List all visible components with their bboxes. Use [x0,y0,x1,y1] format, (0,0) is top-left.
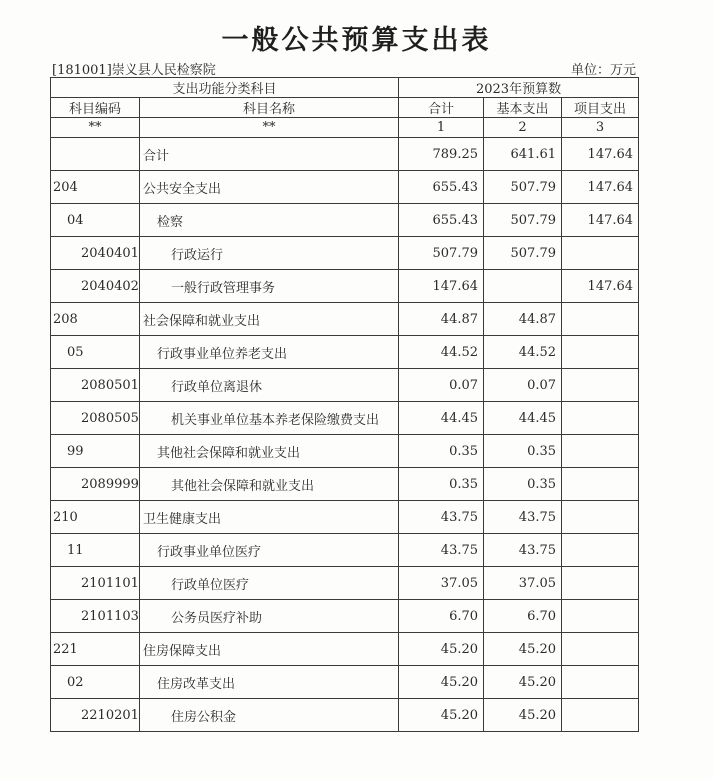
row-basic: 0.35 [484,435,562,468]
row-project [562,567,639,600]
table-row [51,501,639,534]
row-total: 44.52 [399,336,484,369]
row-code: 04 [51,204,140,237]
row-basic: 44.87 [484,303,562,336]
row-total: 6.70 [399,600,484,633]
index-basic: 2 [484,118,562,138]
header-budget-group: 2023年预算数 [399,78,639,98]
row-code: 208 [51,303,140,336]
row-name: 卫生健康支出 [140,501,399,534]
row-code: 2040402 [51,270,140,303]
row-project [562,303,639,336]
header-total: 合计 [399,98,484,118]
row-code: 210 [51,501,140,534]
row-total: 147.64 [399,270,484,303]
row-name: 住房保障支出 [140,633,399,666]
row-name: 行政事业单位医疗 [140,534,399,567]
row-code: 2101103 [51,600,140,633]
header-name: 科目名称 [140,98,399,118]
row-name: 一般行政管理事务 [140,270,399,303]
table-row [51,402,639,435]
row-project [562,666,639,699]
row-total: 44.45 [399,402,484,435]
row-total: 45.20 [399,699,484,732]
row-total: 0.07 [399,369,484,402]
row-project [562,402,639,435]
row-name: 公共安全支出 [140,171,399,204]
row-project [562,501,639,534]
header-row-index [51,118,639,138]
row-name: 机关事业单位基本养老保险缴费支出 [140,402,399,435]
table-row [51,171,639,204]
header-code: 科目编码 [51,98,140,118]
row-basic: 45.20 [484,633,562,666]
row-basic: 44.45 [484,402,562,435]
header-basic: 基本支出 [484,98,562,118]
table-row [51,369,639,402]
table-row [51,468,639,501]
row-project [562,336,639,369]
table-row [51,336,639,369]
row-total: 507.79 [399,237,484,270]
row-total: 44.87 [399,303,484,336]
row-basic: 43.75 [484,534,562,567]
row-code: 221 [51,633,140,666]
unit-name: [181001]崇义县人民检察院 [52,63,216,78]
table-row [51,204,639,237]
row-total: 45.20 [399,666,484,699]
row-project: 147.64 [562,204,639,237]
row-basic: 45.20 [484,666,562,699]
row-total: 43.75 [399,534,484,567]
row-code [51,138,140,171]
row-basic: 641.61 [484,138,562,171]
meta-row [52,59,636,77]
row-code: 2040401 [51,237,140,270]
row-total: 655.43 [399,171,484,204]
row-name: 行政单位离退休 [140,369,399,402]
row-basic: 44.52 [484,336,562,369]
row-name: 检察 [140,204,399,237]
budget-table [50,77,639,732]
row-code: 2080501 [51,369,140,402]
row-project [562,468,639,501]
index-project: 3 [562,118,639,138]
row-project [562,435,639,468]
row-project [562,600,639,633]
row-project [562,369,639,402]
row-code: 2089999 [51,468,140,501]
row-name: 其他社会保障和就业支出 [140,435,399,468]
row-total: 45.20 [399,633,484,666]
row-name: 行政事业单位养老支出 [140,336,399,369]
table-row [51,237,639,270]
table-row [51,534,639,567]
table-row [51,138,639,171]
header-func-group: 支出功能分类科目 [51,78,399,98]
row-basic: 37.05 [484,567,562,600]
table-row [51,567,639,600]
row-name: 住房公积金 [140,699,399,732]
index-name: ** [140,118,399,138]
row-name: 行政运行 [140,237,399,270]
row-project [562,699,639,732]
row-code: 2101101 [51,567,140,600]
row-basic: 6.70 [484,600,562,633]
table-row [51,633,639,666]
row-name: 社会保障和就业支出 [140,303,399,336]
table-row [51,270,639,303]
row-basic [484,270,562,303]
row-total: 43.75 [399,501,484,534]
row-basic: 507.79 [484,237,562,270]
row-basic: 507.79 [484,204,562,237]
row-name: 行政单位医疗 [140,567,399,600]
index-total: 1 [399,118,484,138]
row-project [562,534,639,567]
page-title: 一般公共预算支出表 [221,25,492,56]
table-row [51,699,639,732]
table-row [51,600,639,633]
row-total: 0.35 [399,435,484,468]
header-row-columns [51,98,639,118]
index-code: ** [51,118,140,138]
row-code: 11 [51,534,140,567]
row-total: 37.05 [399,567,484,600]
row-project [562,633,639,666]
unit-label: 单位：万元 [570,63,636,78]
row-basic: 43.75 [484,501,562,534]
row-code: 204 [51,171,140,204]
row-project [562,237,639,270]
table-row [51,666,639,699]
header-project: 项目支出 [562,98,639,118]
row-name: 合计 [140,138,399,171]
row-code: 2210201 [51,699,140,732]
row-basic: 0.35 [484,468,562,501]
row-total: 655.43 [399,204,484,237]
row-name: 公务员医疗补助 [140,600,399,633]
row-code: 02 [51,666,140,699]
row-basic: 45.20 [484,699,562,732]
row-code: 05 [51,336,140,369]
row-project: 147.64 [562,171,639,204]
row-name: 其他社会保障和就业支出 [140,468,399,501]
row-project: 147.64 [562,138,639,171]
header-row-group [51,78,639,98]
row-code: 99 [51,435,140,468]
row-basic: 0.07 [484,369,562,402]
row-total: 789.25 [399,138,484,171]
row-project: 147.64 [562,270,639,303]
row-name: 住房改革支出 [140,666,399,699]
row-code: 2080505 [51,402,140,435]
table-row [51,303,639,336]
table-row [51,435,639,468]
row-total: 0.35 [399,468,484,501]
row-basic: 507.79 [484,171,562,204]
